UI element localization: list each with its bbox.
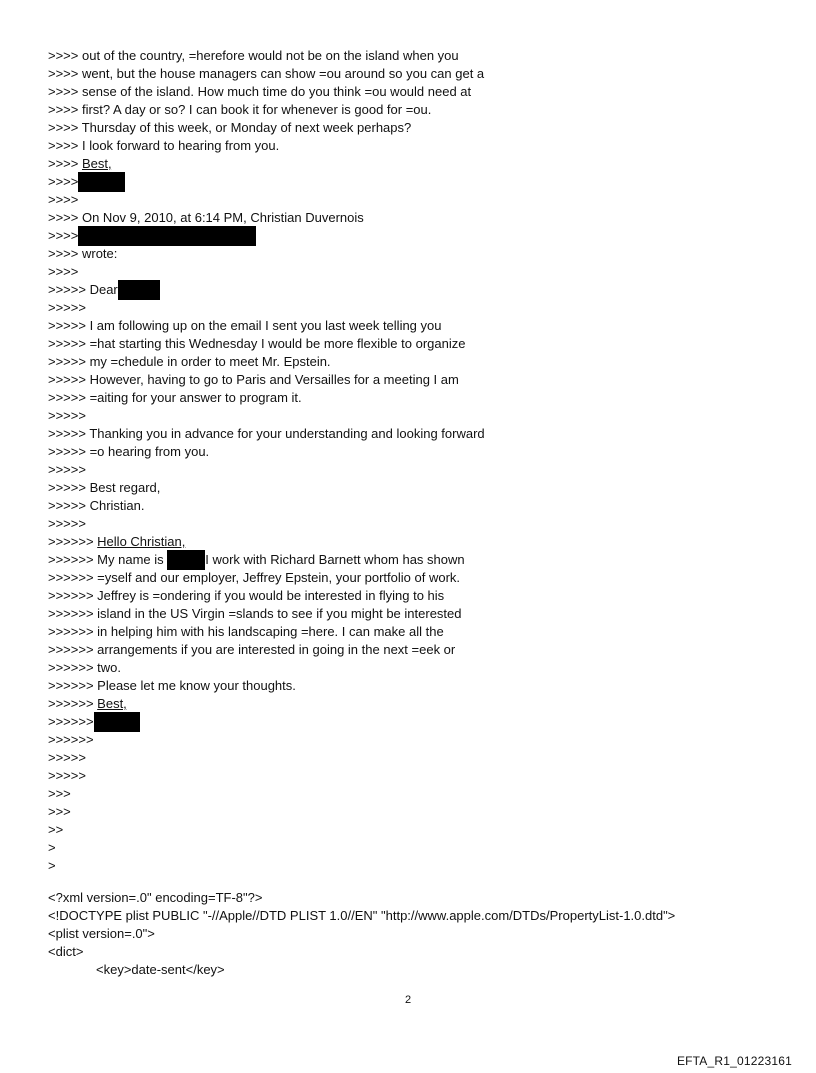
email-line bbox=[48, 443, 788, 461]
email-line bbox=[48, 209, 788, 227]
email-line-underlined-text: Best, bbox=[97, 696, 127, 711]
redaction-box bbox=[118, 280, 160, 300]
email-line-text: >>>>> my =chedule in order to meet Mr. Epstein. bbox=[48, 354, 331, 369]
email-line-text: >>>> bbox=[48, 174, 79, 189]
email-line-text: >>>> went, but the house managers can show =ou around so you can get a bbox=[48, 66, 485, 81]
email-body bbox=[48, 47, 788, 875]
email-line bbox=[48, 335, 788, 353]
email-line-text: >>>> bbox=[48, 192, 79, 207]
email-line bbox=[48, 245, 788, 263]
xml-line: <plist version=.0"> bbox=[48, 926, 155, 941]
email-line bbox=[48, 803, 788, 821]
email-line-text: >>>>>> in helping him with his landscaping =here. I can make all the bbox=[48, 624, 444, 639]
email-line-text: >>>> On Nov 9, 2010, at 6:14 PM, Christian Duvernois bbox=[48, 210, 364, 225]
email-line-text: >>>> bbox=[48, 264, 79, 279]
email-line-text: >>>> bbox=[48, 156, 82, 171]
email-line-text: >>>>>> =yself and our employer, Jeffrey Epstein, your portfolio of work. bbox=[48, 570, 461, 585]
email-line bbox=[48, 695, 788, 713]
email-line bbox=[48, 497, 788, 515]
email-line bbox=[48, 65, 788, 83]
email-line-text: >>>> bbox=[48, 228, 79, 243]
email-line bbox=[48, 119, 788, 137]
email-line bbox=[48, 227, 788, 245]
redaction-box bbox=[94, 712, 140, 732]
page-number: 2 bbox=[404, 994, 412, 1006]
email-line-text: >>>>>> bbox=[48, 732, 94, 747]
email-line bbox=[48, 515, 788, 533]
email-line bbox=[48, 767, 788, 785]
email-line bbox=[48, 281, 788, 299]
email-line-text: >>>> Thursday of this week, or Monday of next week perhaps? bbox=[48, 120, 412, 135]
email-line-text: >>>>>> My name is bbox=[48, 552, 168, 567]
email-line bbox=[48, 173, 788, 191]
email-line bbox=[48, 605, 788, 623]
email-line-text: >>>>> =aiting for your answer to program it. bbox=[48, 390, 302, 405]
email-line bbox=[48, 749, 788, 767]
email-line-text: >>>> out of the country, =herefore would not be on the island when you bbox=[48, 48, 459, 63]
email-line-text: >>>> first? A day or so? I can book it for whenever is good for =ou. bbox=[48, 102, 432, 117]
email-line-text: >>>>> bbox=[48, 408, 86, 423]
email-line bbox=[48, 713, 788, 731]
email-line bbox=[48, 353, 788, 371]
email-line bbox=[48, 263, 788, 281]
email-line-text: >>> bbox=[48, 786, 71, 801]
email-line-text: >>>>> bbox=[48, 750, 86, 765]
email-line bbox=[48, 569, 788, 587]
email-line bbox=[48, 83, 788, 101]
email-line-text: >>>>>> island in the US Virgin =slands to see if you might be interested bbox=[48, 606, 462, 621]
xml-line: <key>date-sent</key> bbox=[96, 962, 225, 977]
email-line bbox=[48, 47, 788, 65]
xml-line: <dict> bbox=[48, 944, 84, 959]
email-line bbox=[48, 461, 788, 479]
email-line bbox=[48, 677, 788, 695]
redaction-box bbox=[78, 172, 125, 192]
email-line-text: >>>>> Christian. bbox=[48, 498, 145, 513]
email-line bbox=[48, 101, 788, 119]
email-line bbox=[48, 623, 788, 641]
email-line-underlined-text: Hello Christian, bbox=[97, 534, 186, 549]
email-line-text: >>>>> bbox=[48, 768, 86, 783]
xml-plist-block bbox=[48, 889, 798, 979]
email-line-text: >>>>> =hat starting this Wednesday I would be more flexible to organize bbox=[48, 336, 466, 351]
email-line-text: >>>>>> Please let me know your thoughts. bbox=[48, 678, 296, 693]
email-line bbox=[48, 551, 788, 569]
email-line-text: >>>>>> arrangements if you are interested in going in the next =eek or bbox=[48, 642, 456, 657]
email-line bbox=[48, 479, 788, 497]
email-line-text: > bbox=[48, 840, 56, 855]
email-line bbox=[48, 317, 788, 335]
email-line-text: >>>>>> bbox=[48, 696, 98, 711]
email-line-text-after: I work with Richard Barnett whom has shown bbox=[205, 552, 465, 567]
email-line-underlined-text: Best, bbox=[81, 156, 112, 171]
email-line-text: >>> bbox=[48, 804, 71, 819]
email-line bbox=[48, 839, 788, 857]
email-line bbox=[48, 641, 788, 659]
email-line-text: >>>>> Thanking you in advance for your understanding and looking forward bbox=[48, 426, 485, 441]
email-line-text: >>>>> =o hearing from you. bbox=[48, 444, 210, 459]
email-line-text: >>>>>> bbox=[48, 534, 98, 549]
email-line bbox=[48, 587, 788, 605]
bates-number: EFTA_R1_01223161 bbox=[676, 1054, 792, 1068]
email-line-text: > bbox=[48, 858, 56, 873]
email-line-text: >>>> sense of the island. How much time do you think =ou would need at bbox=[48, 84, 472, 99]
email-line bbox=[48, 407, 788, 425]
xml-line: <?xml version=.0" encoding=TF-8"?> bbox=[48, 890, 263, 905]
email-line-text: >>>>>> two. bbox=[48, 660, 122, 675]
email-line bbox=[48, 731, 788, 749]
email-line-text: >>>> I look forward to hearing from you. bbox=[48, 138, 280, 153]
email-line bbox=[48, 137, 788, 155]
email-line-text: >>>> wrote: bbox=[48, 246, 118, 261]
email-line bbox=[48, 659, 788, 677]
email-line-text: >>>>>> bbox=[48, 714, 94, 729]
email-line bbox=[48, 533, 788, 551]
email-line bbox=[48, 857, 788, 875]
email-line-text: >>>>> I am following up on the email I sent you last week telling you bbox=[48, 318, 442, 333]
email-line-text: >>>>> bbox=[48, 516, 86, 531]
email-line bbox=[48, 155, 788, 173]
redaction-box bbox=[167, 550, 205, 570]
email-line-text: >> bbox=[48, 822, 64, 837]
redaction-box bbox=[78, 226, 256, 246]
email-line bbox=[48, 785, 788, 803]
xml-line: <!DOCTYPE plist PUBLIC "-//Apple//DTD PLIST 1.0//EN" "http://www.apple.com/DTDs/PropertyList-1.0.dtd"> bbox=[48, 908, 676, 923]
email-line-text: >>>>> Best regard, bbox=[48, 480, 161, 495]
email-line-text: >>>>> However, having to go to Paris and Versailles for a meeting I am bbox=[48, 372, 459, 387]
email-line-text: >>>>>> Jeffrey is =ondering if you would be interested in flying to his bbox=[48, 588, 445, 603]
email-line-text: >>>>> bbox=[48, 462, 86, 477]
email-line bbox=[48, 389, 788, 407]
email-line-text: >>>>> Dear bbox=[48, 282, 118, 297]
email-line bbox=[48, 299, 788, 317]
email-line bbox=[48, 191, 788, 209]
email-line bbox=[48, 371, 788, 389]
email-line bbox=[48, 425, 788, 443]
email-line-text: >>>>> bbox=[48, 300, 86, 315]
email-line bbox=[48, 821, 788, 839]
